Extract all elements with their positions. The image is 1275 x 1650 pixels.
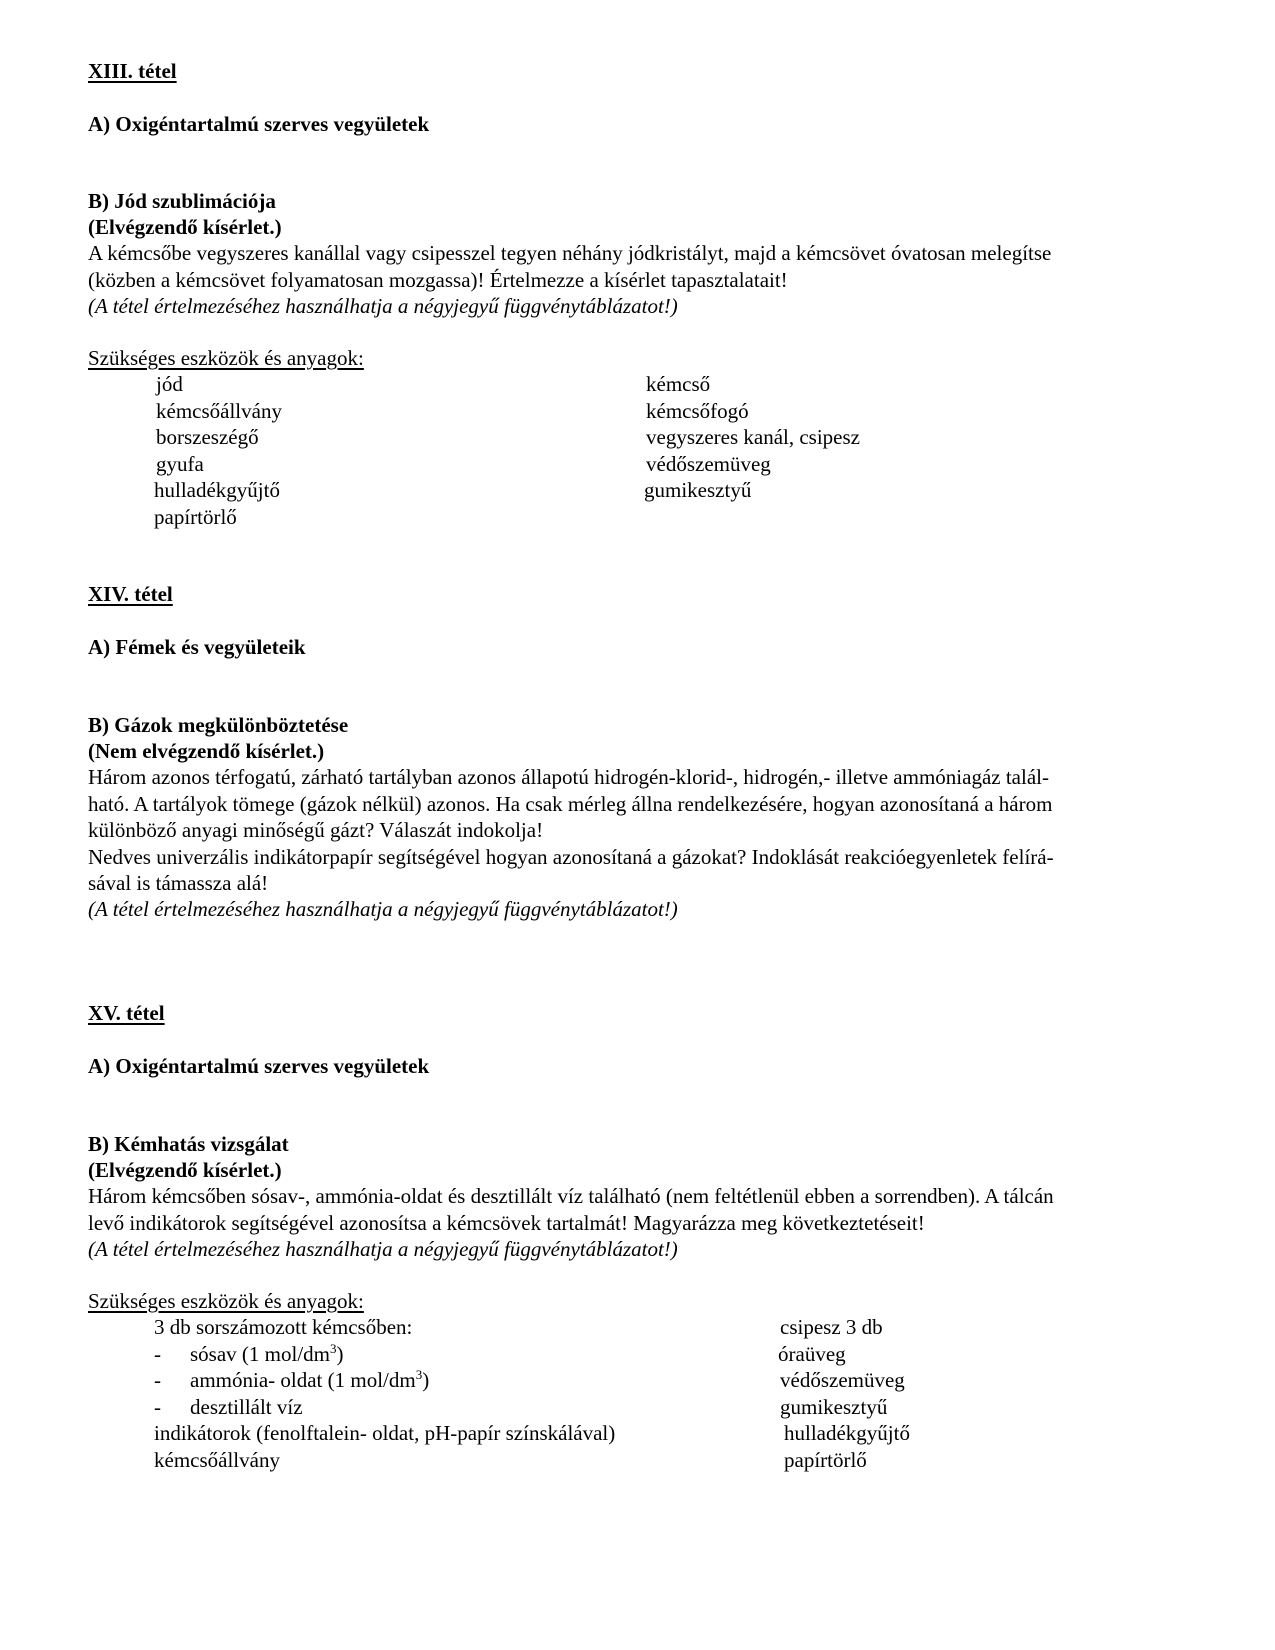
tool-item: borszeszégő [156, 425, 259, 449]
dash-bullet: - [154, 1341, 161, 1366]
task-description [88, 1183, 1188, 1236]
table-usage-note: (A tétel értelmezéséhez használhatja a négyjegyű függvénytáblázatot!) [88, 897, 678, 921]
dashed-item: - sósav (1 mol/$dm^3$) [154, 1340, 344, 1366]
tools-list-left [154, 1314, 615, 1473]
task-description [88, 764, 1188, 897]
description-line: levő indikátorok segítségével azonosítsa a kémcsövek tartalmát! Magyarázza meg következtetéseit! [88, 1210, 925, 1235]
tool-item: csipesz 3 db [780, 1315, 883, 1339]
section-a-heading: A) Oxigéntartalmú szerves vegyületek [88, 1054, 430, 1078]
description-line: Három kémcsőben sósav-, ammónia-oldat és desztillált víz található (nem feltétlenül ebben a sorrendben). A tálcán [88, 1184, 1054, 1208]
tool-item: kémcsőállvány [154, 1447, 280, 1472]
description-line: Három azonos térfogatú, zárható tartályban azonos állapotú hidrogén-klorid-, hidrogén,- illetve ammóniagáz talál- [88, 765, 1049, 789]
tool-item: hulladékgyűjtő [154, 478, 280, 502]
description-line: különböző anyagi minőségű gázt? Válaszát indokolja! [88, 818, 544, 842]
tool-item: kémcsőállvány [156, 398, 282, 423]
table-usage-note: (A tétel értelmezéséhez használhatja a négyjegyű függvénytáblázatot!) [88, 294, 678, 318]
description-line: Nedves univerzális indikátorpapír segítségével hogyan azonosítaná a gázokat? Indoklását reakcióegyenletek felírá- [88, 844, 1054, 869]
table-usage-note: (A tétel értelmezéséhez használhatja a négyjegyű függvénytáblázatot!) [88, 1237, 678, 1261]
section-a-heading: A) Fémek és vegyületeik [88, 635, 306, 659]
description-line: ható. A tartályok tömege (gázok nélkül) azonos. Ha csak mérleg állna rendelkezésére, hogyan azonosítaná a három [88, 791, 1053, 816]
tool-item: papírtörlő [784, 1447, 867, 1472]
tool-item: kémcsőfogó [646, 398, 749, 423]
dash-bullet: - [154, 1368, 161, 1392]
tool-item: gumikesztyű [780, 1394, 888, 1419]
tool-item: jód [156, 372, 183, 396]
tools-list-right [780, 1314, 910, 1473]
tool-item: hulladékgyűjtő [784, 1421, 910, 1445]
tools-list-right [646, 371, 860, 504]
tool-item: védőszemüveg [780, 1368, 905, 1392]
tool-item: védőszemüveg [646, 451, 771, 476]
tool-item: indikátorok (fenolftalein- oldat, pH-papír színskálával) [154, 1421, 616, 1445]
tool-item: vegyszeres kanál, csipesz [646, 425, 860, 449]
section-a-heading: A) Oxigéntartalmú szerves vegyületek [88, 112, 430, 136]
tool-item: kémcső [646, 372, 711, 396]
section-b-heading: B) Kémhatás vizsgálat [88, 1132, 289, 1156]
description-line: A kémcsőbe vegyszeres kanállal vagy csipesszel tegyen néhány jódkristályt, majd a kémcsövet óvatosan melegítse [88, 241, 1052, 265]
section-b-heading: B) Jód szublimációja [88, 189, 276, 213]
tool-item: óraüveg [778, 1341, 846, 1366]
tool-item: gyufa [156, 451, 204, 476]
tool-item: papírtörlő [154, 504, 237, 529]
section-title-xiii: XIII. tétel [88, 59, 177, 83]
tool-intro: 3 db sorszámozott kémcsőben: [154, 1315, 413, 1339]
task-description [88, 240, 1188, 293]
tools-heading: Szükséges eszközök és anyagok: [88, 1289, 364, 1313]
tools-heading: Szükséges eszközök és anyagok: [88, 346, 364, 370]
tool-item: gumikesztyű [644, 478, 752, 502]
section-title-xiv: XIV. tétel [88, 582, 173, 606]
experiment-type-label: (Nem elvégzendő kísérlet.) [88, 739, 325, 763]
description-line: sával is támassza alá! [88, 871, 269, 895]
tools-list-left [156, 371, 282, 530]
section-b-heading: B) Gázok megkülönböztetése [88, 713, 349, 737]
section-title-xv: XV. tétel [88, 1001, 165, 1025]
dashed-item: - desztillált víz [154, 1394, 303, 1419]
dash-bullet: - [154, 1394, 161, 1419]
dashed-item: - ammónia- oldat (1 mol/$dm^3$) [154, 1367, 430, 1392]
experiment-type-label: (Elvégzendő kísérlet.) [88, 1158, 282, 1182]
experiment-type-label: (Elvégzendő kísérlet.) [88, 215, 282, 239]
description-line: (közben a kémcsövet folyamatosan mozgassa)! Értelmezze a kísérlet tapasztalatait! [88, 267, 788, 292]
